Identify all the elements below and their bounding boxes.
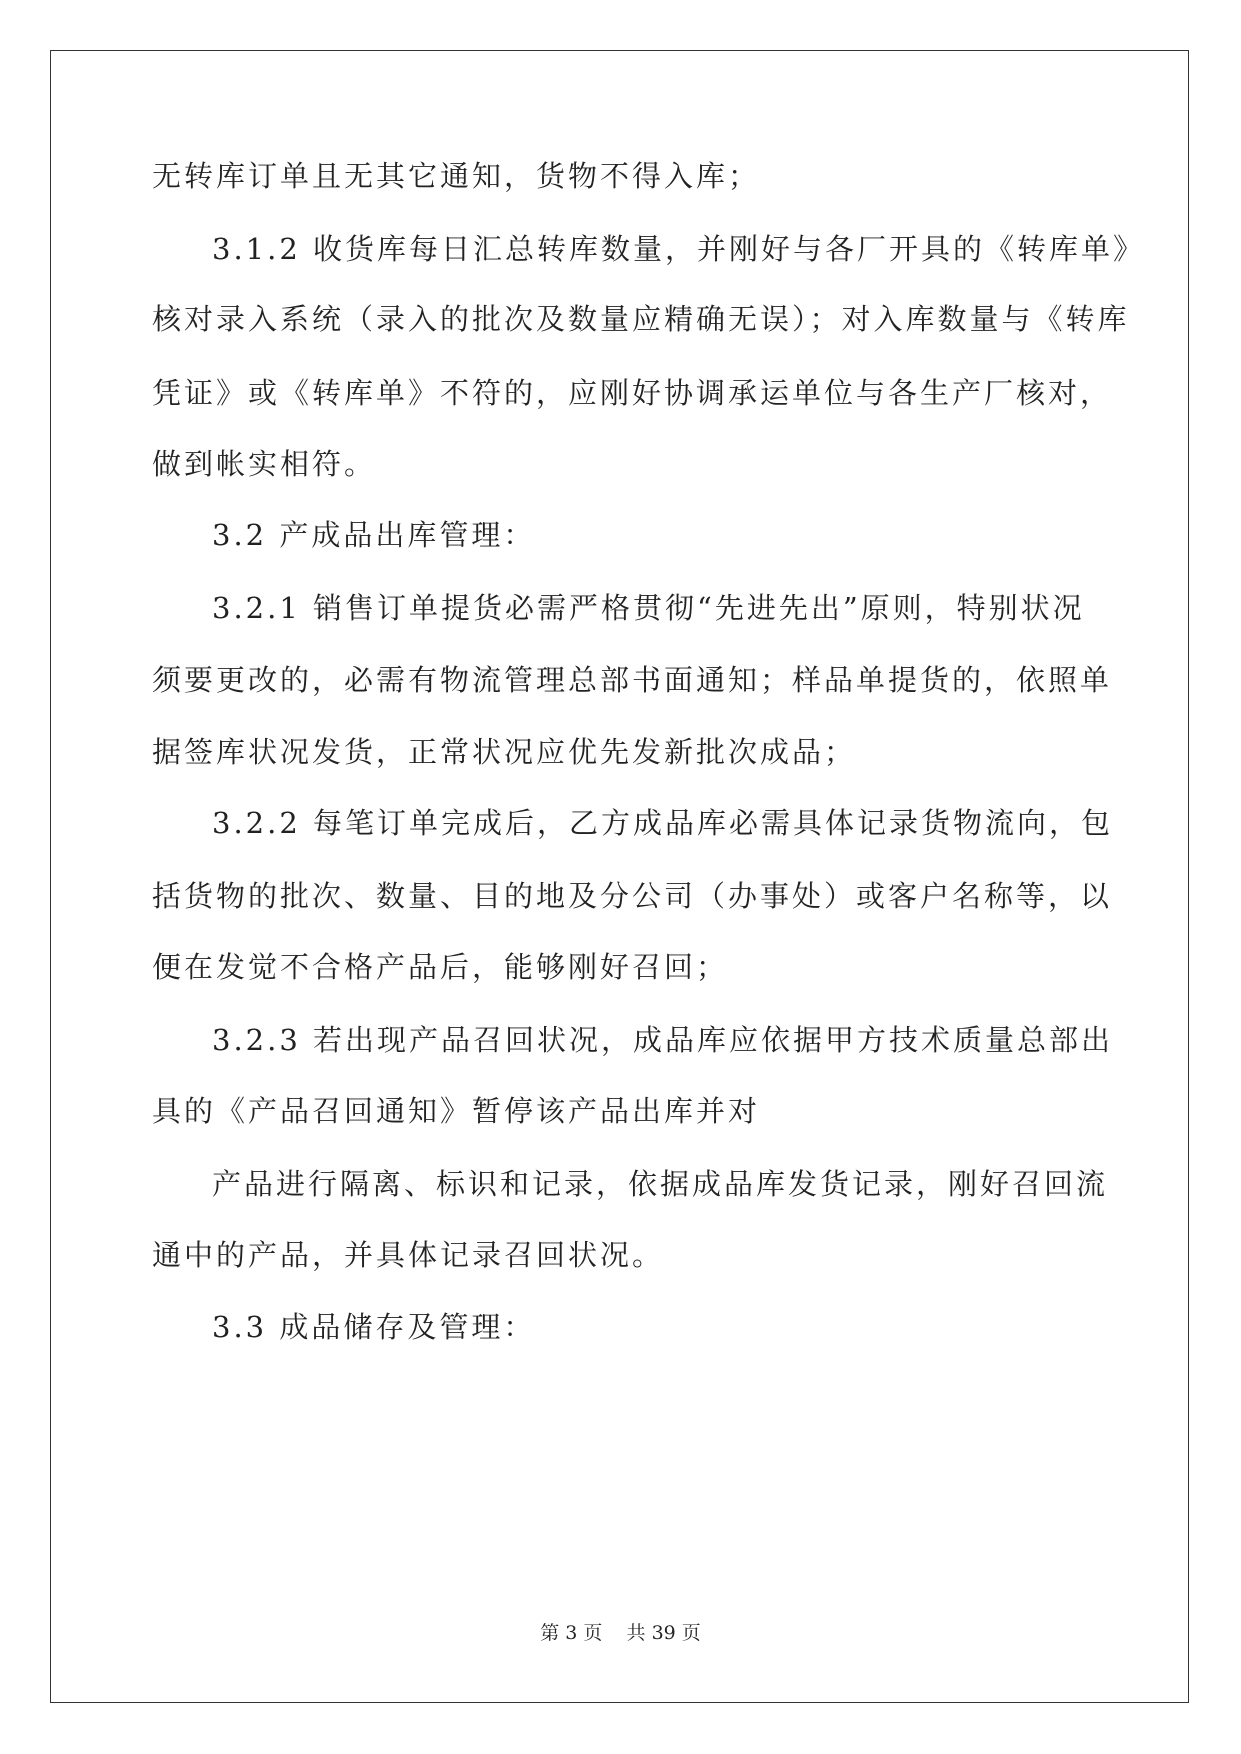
text-line: 3.2.3 若出现产品召回状况，成品库应依据甲方技术质量总部出	[212, 1023, 1114, 1057]
text-line: 做到帐实相符。	[152, 447, 377, 481]
page-total: 共 39 页	[626, 1622, 701, 1644]
text-line: 无转库订单且无其它通知，货物不得入库；	[152, 159, 761, 193]
text-line: 凭证》或《转库单》不符的，应刚好协调承运单位与各生产厂核对，	[152, 376, 1113, 410]
text-line: 3.1.2 收货库每日汇总转库数量，并刚好与各厂开具的《转库单》	[212, 232, 1146, 266]
text-line: 产品进行隔离、标识和记录，依据成品库发货记录，刚好召回流	[212, 1167, 1109, 1201]
text-line: 3.2 产成品出库管理：	[212, 518, 536, 552]
text-line: 便在发觉不合格产品后，能够刚好召回；	[152, 950, 729, 984]
text-line: 须要更改的，必需有物流管理总部书面通知；样品单提货的，依照单	[152, 663, 1113, 697]
page-footer	[0, 1618, 1241, 1645]
text-line: 括货物的批次、数量、目的地及分公司（办事处）或客户名称等，以	[152, 879, 1113, 913]
text-line: 具的《产品召回通知》暂停该产品出库并对	[152, 1094, 761, 1128]
text-line: 3.3 成品储存及管理：	[212, 1310, 536, 1344]
page-number: 第 3 页	[540, 1622, 603, 1644]
text-line: 3.2.2 每笔订单完成后，乙方成品库必需具体记录货物流向，包	[212, 806, 1114, 840]
text-line: 通中的产品，并具体记录召回状况。	[152, 1238, 665, 1272]
text-line: 3.2.1 销售订单提货必需严格贯彻“先进先出”原则，特别状况	[212, 591, 1085, 625]
text-line: 核对录入系统（录入的批次及数量应精确无误）；对入库数量与《转库	[152, 302, 1130, 336]
text-line: 据签库状况发货，正常状况应优先发新批次成品；	[152, 735, 857, 769]
page-border	[50, 50, 1189, 1703]
